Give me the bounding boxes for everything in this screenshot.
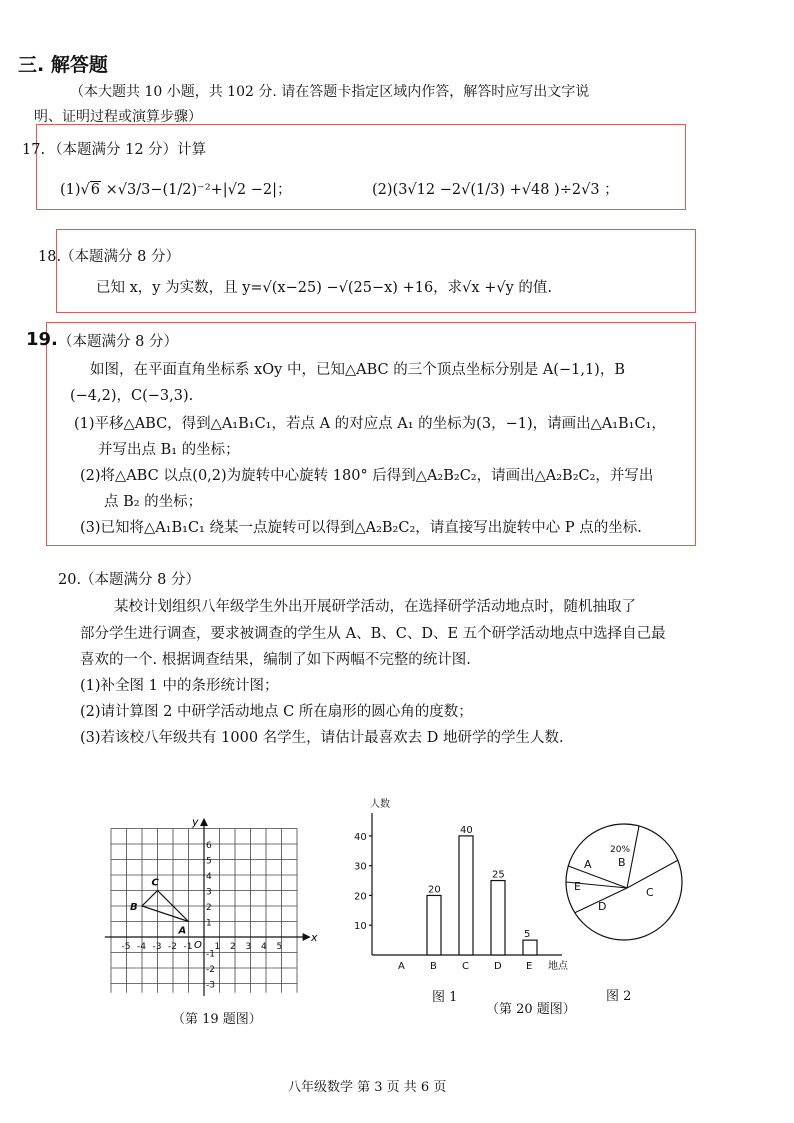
q20-line4: (1)补全图 1 中的条形统计图； <box>80 678 279 694</box>
q20-number: 20. <box>58 572 82 588</box>
x-tick-label: 4 <box>261 942 267 952</box>
fig20-bar-title: 图 1 <box>432 990 458 1005</box>
x-tick-label: 1 <box>214 942 221 952</box>
q20-line6: (3)若该校八年级共有 1000 名学生，请估计最喜欢去 D 地研学的学生人数. <box>80 730 564 746</box>
q19-line2: (−4,2)，C(−3,3). <box>70 388 194 404</box>
bar-d <box>491 881 505 955</box>
x-tick-label: 2 <box>230 942 236 952</box>
x-tick-label: -5 <box>121 942 131 952</box>
bar-value-label: 5 <box>524 929 531 941</box>
bar-category-label: B <box>430 961 437 972</box>
bar-category-label: A <box>398 961 405 972</box>
point-label-b: B <box>130 902 138 913</box>
q18-header: （本题满分 8 分） <box>60 249 180 265</box>
q19-line1: 如图，在平面直角坐标系 xOy 中，已知△ABC 的三个顶点坐标分别是 A(−1,1)，B <box>90 362 625 378</box>
bar-y-tick-label: 10 <box>354 921 367 933</box>
section-intro-2: 明、证明过程或演算步骤） <box>34 109 202 125</box>
q17-number: 17. <box>22 142 46 158</box>
point-label-a: A <box>178 925 187 937</box>
q19-line4: 并写出点 B₁ 的坐标； <box>98 442 240 458</box>
x-axis-arrow <box>303 934 309 940</box>
x-tick-label: 3 <box>245 942 252 952</box>
fig20-caption: （第 20 题图） <box>486 1002 576 1017</box>
q17-part1: (1)√6 ×√3/3−(1/2)⁻²+|√2 −2|； <box>60 182 292 198</box>
q18-box <box>56 229 696 313</box>
bar-category-label: D <box>494 961 502 972</box>
q20-header: （本题满分 8 分） <box>80 572 200 588</box>
q19-box <box>46 322 696 546</box>
pie-slice-label-e: E <box>574 880 581 893</box>
q17-part2: (2)(3√12 −2√(1/3) +√48 )÷2√3 ； <box>372 182 619 198</box>
q20-line2: 部分学生进行调查，要求被调查的学生从 A、B、C、D、E 五个研学活动地点中选择自己最 <box>80 626 666 642</box>
x-tick-label: -3 <box>152 942 162 952</box>
pie-slice-label-c: C <box>646 886 654 899</box>
bar-value-label: 25 <box>492 869 505 881</box>
y-tick-label: -1 <box>206 949 215 960</box>
bar-e <box>523 940 537 955</box>
page-footer: 八年级数学 第 3 页 共 6 页 <box>288 1080 447 1095</box>
q20-line3: 喜欢的一个. 根据调查结果，编制了如下两幅不完整的统计图. <box>80 652 471 668</box>
y-axis-arrow <box>201 819 207 825</box>
pie-slice-label-b: B <box>618 856 626 869</box>
x-tick-label: -1 <box>183 942 193 952</box>
q17-header: （本题满分 12 分）计算 <box>48 142 207 158</box>
fig20-bar-chart <box>340 799 570 975</box>
bar-category-label: C <box>462 961 469 972</box>
q18-number: 18. <box>38 249 62 265</box>
q19-line6: 点 B₂ 的坐标； <box>104 494 203 510</box>
bar-c <box>459 836 473 955</box>
x-axis-label: x <box>310 931 318 944</box>
fig19-grid <box>96 795 332 1007</box>
x-tick-label: -4 <box>137 942 146 952</box>
q19-line7: (3)已知将△A₁B₁C₁ 绕某一点旋转可以得到△A₂B₂C₂，请直接写出旋转中心 P 点的坐标. <box>80 520 642 536</box>
x-tick-label: 5 <box>276 942 283 952</box>
pie-slice-label-d: D <box>598 900 607 913</box>
pie-outline <box>566 824 682 940</box>
bar-category-label: E <box>526 961 533 972</box>
bar-x-label: 地点 <box>548 961 568 972</box>
x-tick-label: -2 <box>168 942 177 952</box>
y-tick-label: 1 <box>206 918 212 929</box>
section-title: 三. 解答题 <box>18 54 108 76</box>
y-tick-label: -2 <box>206 965 215 975</box>
origin-label: O <box>194 940 202 951</box>
bar-y-tick-label: 30 <box>354 861 367 873</box>
y-tick-label: 6 <box>206 841 212 851</box>
point-label-c: C <box>151 877 159 889</box>
pie-percent-label: 20% <box>610 845 631 855</box>
bar-y-tick-label: 40 <box>354 831 367 843</box>
q20-line1: 某校计划组织八年级学生外出开展研学活动，在选择研学活动地点时，随机抽取了 <box>114 599 636 615</box>
bar-y-tick-label: 20 <box>354 891 367 903</box>
y-axis-label: y <box>192 815 199 829</box>
q18-body: 已知 x，y 为实数，且 y=√(x−25) −√(25−x) +16，求√x +√y 的值. <box>96 280 552 296</box>
y-tick-label: 2 <box>206 903 212 913</box>
fig20-pie-title: 图 2 <box>606 989 632 1004</box>
y-tick-label: 5 <box>206 856 212 867</box>
bar-value-label: 20 <box>428 884 441 896</box>
fig19-caption: （第 19 题图） <box>172 1012 262 1027</box>
q19-line3: (1)平移△ABC，得到△A₁B₁C₁，若点 A 的对应点 A₁ 的坐标为(3，−1)，请画出△A₁B₁C₁， <box>74 416 666 432</box>
y-tick-label: 3 <box>206 887 212 898</box>
bar-b <box>427 895 441 955</box>
bar-y-label: 人数 <box>370 799 390 810</box>
y-tick-label: -3 <box>206 980 215 991</box>
q19-header: （本题满分 8 分） <box>58 334 178 350</box>
q19-number: 19. <box>26 329 58 350</box>
section-intro-1: （本大题共 10 小题，共 102 分. 请在答题卡指定区域内作答，解答时应写出文字说 <box>70 84 590 100</box>
pie-slice-label-a: A <box>584 858 592 871</box>
q19-line5: (2)将△ABC 以点(0,2)为旋转中心旋转 180° 后得到△A₂B₂C₂，请画出△A₂B₂C₂，并写出 <box>80 468 654 484</box>
bar-value-label: 40 <box>460 824 473 836</box>
q20-line5: (2)请计算图 2 中研学活动地点 C 所在扇形的圆心角的度数； <box>80 704 473 720</box>
y-tick-label: 4 <box>206 872 212 882</box>
fig20-pie-chart <box>560 818 690 948</box>
